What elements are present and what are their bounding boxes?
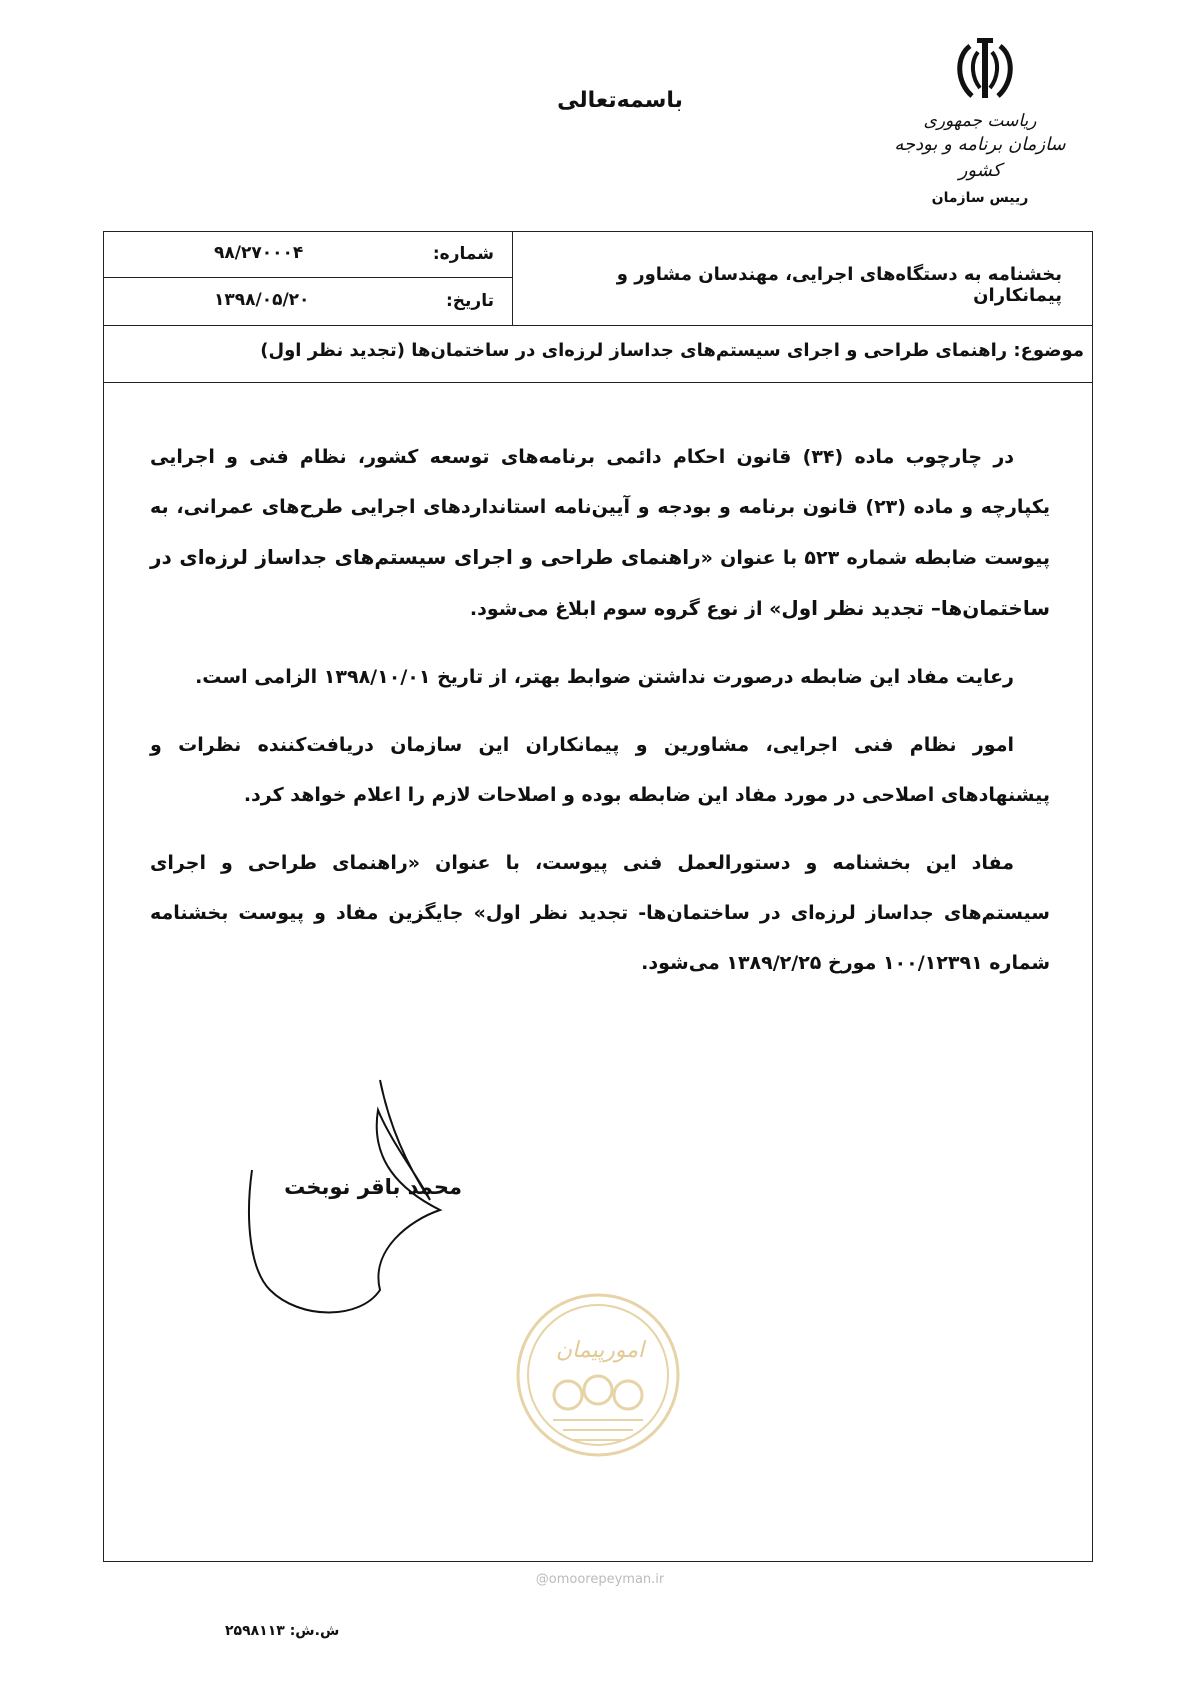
watermark-text: @omoorepeyman.ir: [535, 1572, 665, 1587]
basmala-heading: باسمه‌تعالی: [557, 88, 683, 113]
seal-lettering: امورپیمان: [555, 1338, 645, 1363]
footer-code: ش.ش: ۲۵۹۸۱۱۳: [225, 1623, 340, 1639]
recipients-line: بخشنامه به دستگاه‌های اجرایی، مهندسان مشاور و پیمانکاران: [616, 264, 1062, 306]
body-paragraph-1-part1: در چارچوب ماده (۳۴) قانون احکام دائمی برنامه‌های توسعه کشور، نظام فنی و اجرایی یکپارچه و ماده (۲۳) قانون برنامه و بودجه و آیین‌نامه استانداردهای اجرایی طرح‌های عمرانی، به پیوست ضابطه شماره ۵۲۳ با عنوان «: [150, 446, 1051, 569]
body-paragraph-2: رعایت مفاد این ضابطه درصورت نداشتن ضوابط بهتر، از تاریخ ۱۳۹۸/۱۰/۰۱ الزامی است.: [195, 666, 1014, 688]
subject-row: [104, 325, 1092, 383]
organization-line-name: سازمان برنامه و بودجه کشور: [894, 134, 1066, 181]
body-paragraph-4: مفاد این بخشنامه و دستورالعمل فنی پیوست، با عنوان «راهنمای طراحی و اجرای سیستم‌های جداساز لرزه‌ای در ساختمان‌ها- تجدید نظر اول» جایگزین مفاد و پیوست بخشنامه شماره ۱۰۰/۱۲۳۹۱ مورخ ۱۳۸۹/۲/۲۵ می‌شود.: [150, 852, 1050, 974]
body-paragraph-1-title: راهنمای طراحی و اجرای سیستم‌های جداساز لرزه‌ای در ساختمان‌ها– تجدید نظر اول: [150, 545, 1050, 620]
body-paragraph-1: [150, 432, 1050, 634]
date-row: [104, 279, 512, 325]
letter-body: [150, 432, 1050, 1006]
signer-name: محمد باقر نوبخت: [284, 1175, 462, 1199]
seal-stamp: [513, 1290, 683, 1460]
date-label: تاریخ:: [446, 291, 494, 311]
organization-line-head: رییس سازمان: [931, 190, 1029, 206]
number-row: [104, 232, 512, 278]
number-label: شماره:: [432, 244, 494, 264]
organization-line-presidency: ریاست جمهوری: [923, 111, 1037, 131]
reference-box: [104, 232, 513, 325]
subject-line: موضوع: راهنمای طراحی و اجرای سیستم‌های جداساز لرزه‌ای در ساختمان‌ها (تجدید نظر اول): [260, 340, 1084, 361]
number-value: ۹۸/۲۷۰۰۰۴: [214, 243, 304, 263]
body-paragraph-1-part2: » از نوع گروه سوم ابلاغ می‌شود.: [469, 598, 782, 620]
iran-emblem-icon: [950, 38, 1020, 108]
body-paragraph-3: امور نظام فنی اجرایی، مشاورین و پیمانکاران این سازمان دریافت‌کننده نظرات و پیشنهادهای اصلاحی در مورد مفاد این ضابطه بوده و اصلاحات لازم را اعلام خواهد کرد.: [150, 734, 1050, 806]
date-value: ۱۳۹۸/۰۵/۲۰: [214, 290, 310, 310]
organization-block: [880, 110, 1080, 206]
